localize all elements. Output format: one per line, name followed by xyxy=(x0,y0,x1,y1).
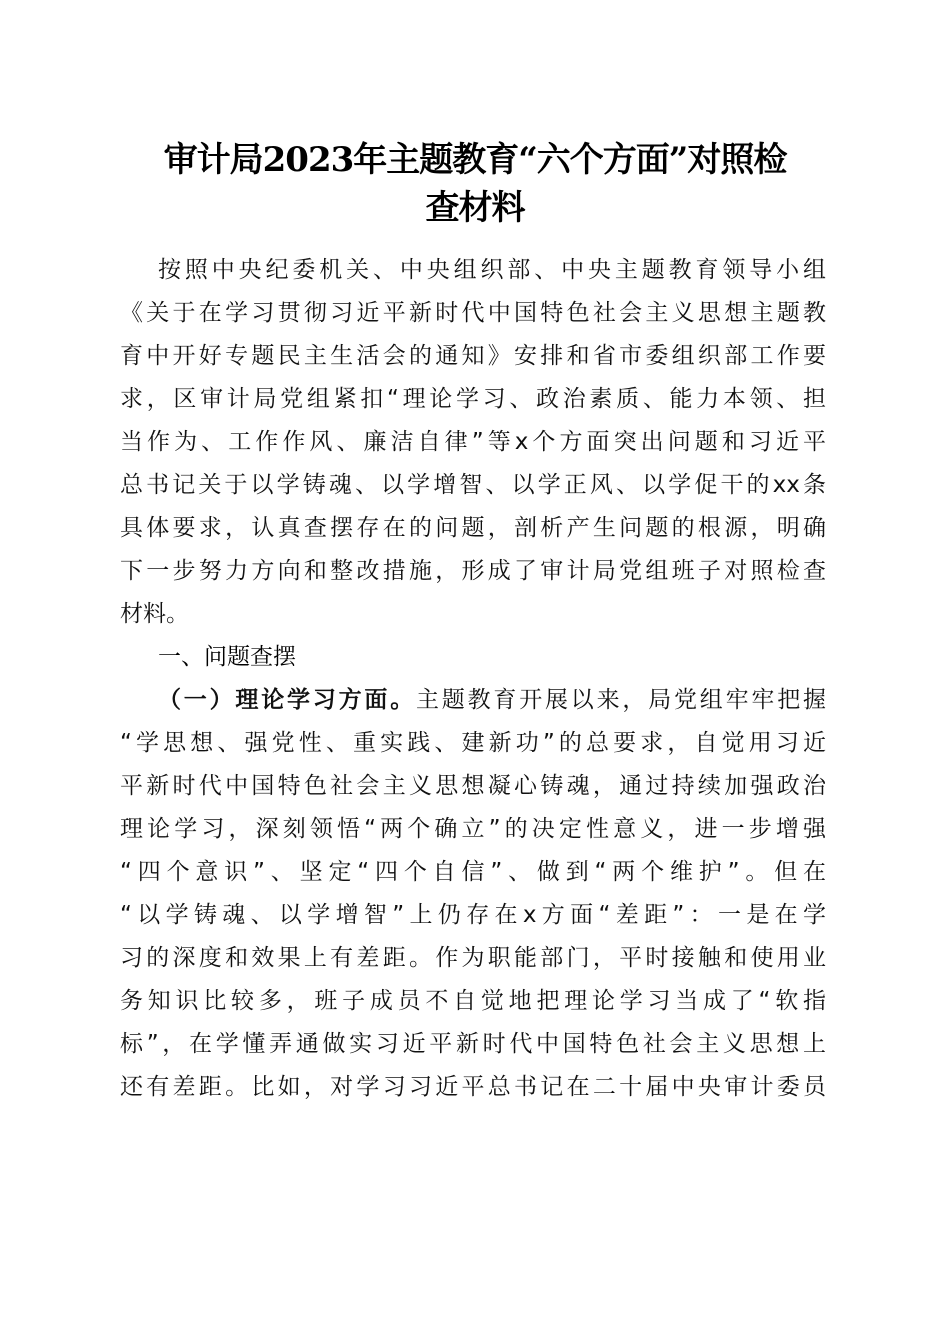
subsection-lead: （一）理论学习方面。 xyxy=(158,687,416,713)
subsection-line: 理论学习，深刻领悟“两个确立”的决定性意义，进一步增强 xyxy=(120,816,826,842)
intro-line: 育中开好专题民主生活会的通知》安排和省市委组织部工作要 xyxy=(120,343,826,369)
subsection-line: “以学铸魂、以学增智”上仍存在x方面“差距”：一是在学 xyxy=(120,902,826,928)
intro-line: 按照中央纪委机关、中央组织部、中央主题教育领导小组 xyxy=(158,257,826,283)
intro-line: 具体要求，认真查摆存在的问题，剖析产生问题的根源，明确 xyxy=(120,515,826,541)
subsection-first-line-text: 主题教育开展以来，局党组牢牢把握 xyxy=(416,687,826,713)
intro-line: 下一步努力方向和整改措施，形成了审计局党组班子对照检查 xyxy=(120,558,826,584)
intro-line: 材料。 xyxy=(120,601,189,627)
intro-line: 《关于在学习贯彻习近平新时代中国特色社会主义思想主题教 xyxy=(120,300,826,326)
document-title-line-1: 审计局2023年主题教育“六个方面”对照检 xyxy=(163,140,787,180)
subsection-line: 务知识比较多，班子成员不自觉地把理论学习当成了“软指 xyxy=(120,988,826,1014)
intro-line: 当作为、工作作风、廉洁自律”等x个方面突出问题和习近平 xyxy=(120,429,826,455)
subsection-line: 平新时代中国特色社会主义思想凝心铸魂，通过持续加强政治 xyxy=(120,773,826,799)
subsection-first-line xyxy=(158,684,826,716)
intro-line: 求，区审计局党组紧扣“理论学习、政治素质、能力本领、担 xyxy=(120,386,826,412)
subsection-line: 标”，在学懂弄通做实习近平新时代中国特色社会主义思想上 xyxy=(120,1031,826,1057)
subsection-line: “学思想、强党性、重实践、建新功”的总要求，自觉用习近 xyxy=(120,730,826,756)
section-heading: 一、问题查摆 xyxy=(158,644,296,670)
subsection-line: 还有差距。比如，对学习习近平总书记在二十届中央审计委员 xyxy=(120,1074,826,1100)
document-title-line-2: 查材料 xyxy=(425,188,525,228)
intro-line: 总书记关于以学铸魂、以学增智、以学正风、以学促干的xx条 xyxy=(120,472,826,498)
subsection-line: 习的深度和效果上有差距。作为职能部门，平时接触和使用业 xyxy=(120,945,826,971)
subsection-line: “四个意识”、坚定“四个自信”、做到“两个维护”。但在 xyxy=(120,859,826,885)
